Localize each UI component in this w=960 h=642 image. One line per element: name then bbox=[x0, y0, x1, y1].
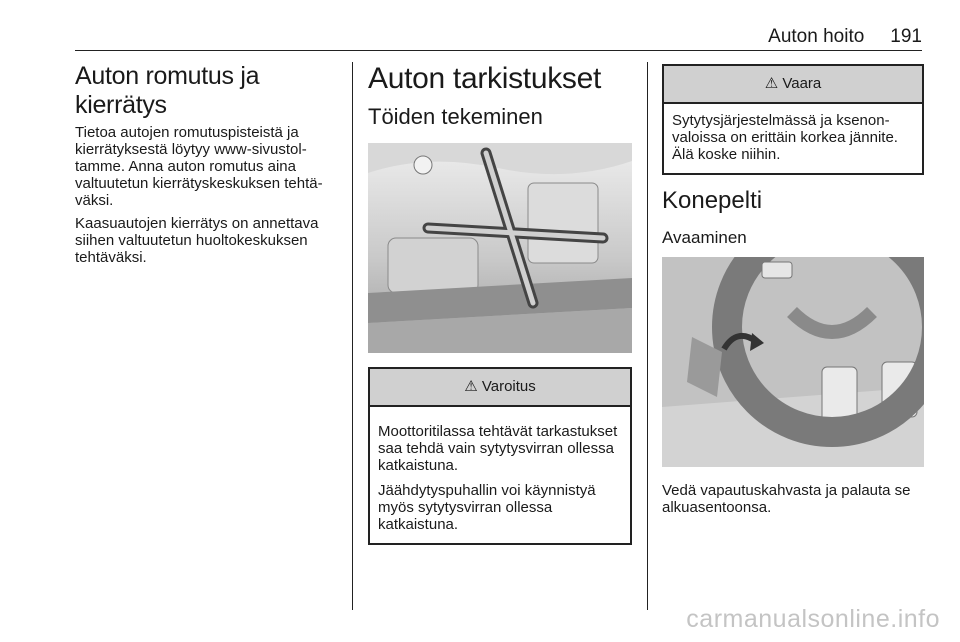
recycling-heading: Auton romutus ja kierrätys bbox=[75, 62, 260, 119]
warning-title: Varoitus bbox=[481, 378, 536, 395]
danger-header bbox=[664, 66, 922, 104]
column-divider bbox=[647, 62, 648, 610]
column-hood bbox=[662, 62, 924, 516]
danger-box bbox=[662, 64, 924, 175]
column-divider bbox=[352, 62, 353, 610]
warning-paragraph: Jäähdytyspuhallin voi käynnistyä myös sytytysvirran ollessa katkaistuna. bbox=[378, 482, 596, 533]
hood-release-image bbox=[662, 257, 924, 467]
danger-text: Sytytysjärjestelmässä ja ksenonvaloissa on erittäin korkea jännite. Älä koske niihin. bbox=[672, 112, 898, 163]
gas-recycling-paragraph: Kaasuautojen kierrätys on annettava siihen valtuutetun huoltokeskuksen tehtäväksi. bbox=[75, 215, 319, 266]
warning-triangle-icon: ⚠ bbox=[464, 378, 478, 395]
warning-body bbox=[370, 407, 630, 543]
engine-bay-illustration bbox=[368, 143, 632, 353]
watermark: carmanualsonline.info bbox=[686, 605, 940, 633]
warning-paragraph: Moottoritilassa tehtävät tarkastukset saa tehdä vain sytytysvirran ollessa katkaistuna. bbox=[378, 423, 618, 474]
column-checks bbox=[368, 62, 632, 545]
steering-wheel-illustration bbox=[662, 257, 924, 467]
warning-box bbox=[368, 367, 632, 545]
danger-body bbox=[664, 104, 922, 173]
column-recycling bbox=[75, 62, 340, 266]
recycling-paragraph: Tietoa autojen romutuspisteistä ja kierrätyksestä löytyy www-sivustoltamme. Anna auton romutus aina valtuutetun kierrätyskeskuksen tehtäväksi. bbox=[75, 124, 323, 209]
page-number: 191 bbox=[890, 26, 922, 47]
warning-header bbox=[370, 369, 630, 407]
hood-heading: Konepelti bbox=[662, 187, 763, 214]
header-rule bbox=[75, 50, 922, 51]
opening-subheading: Avaaminen bbox=[662, 228, 747, 247]
engine-bay-image bbox=[368, 143, 632, 353]
checks-heading: Auton tarkistukset bbox=[368, 62, 602, 95]
page-header bbox=[768, 26, 922, 48]
section-title: Auton hoito bbox=[768, 26, 865, 47]
danger-title: Vaara bbox=[782, 75, 822, 92]
hood-caption: Vedä vapautuskahvasta ja palauta se alkuasentoonsa. bbox=[662, 482, 911, 516]
warning-triangle-icon: ⚠ bbox=[764, 75, 779, 92]
work-subheading: Töiden tekeminen bbox=[368, 104, 543, 129]
